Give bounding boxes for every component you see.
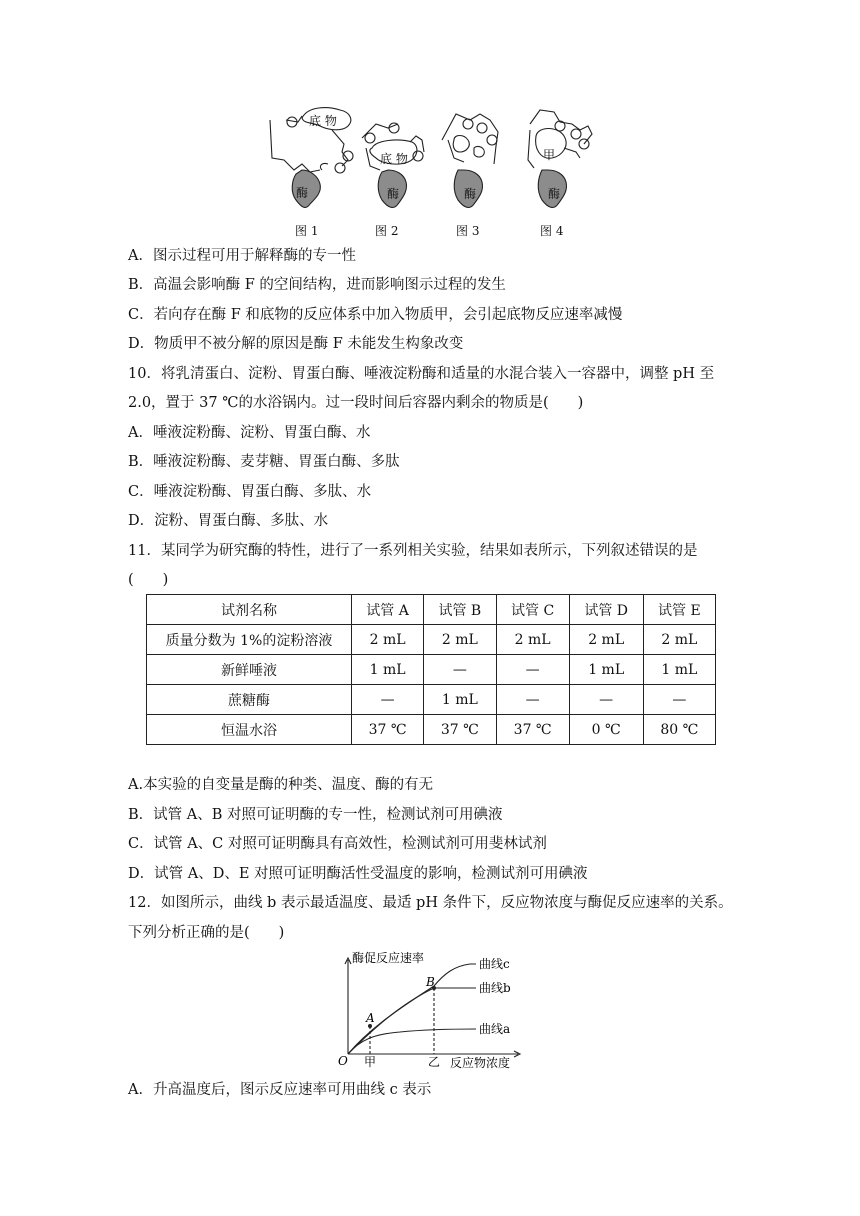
table-header-row bbox=[147, 595, 716, 625]
table-header-cell: 试剂名称 bbox=[147, 595, 352, 625]
q11-option-c: C．试管 A、C 对照可证明酶具有高效性，检测试剂可用斐林试剂 bbox=[128, 836, 547, 852]
table-cell: 80 ℃ bbox=[643, 715, 715, 745]
table-cell: 1 mL bbox=[569, 655, 643, 685]
table-cell: 质量分数为 1%的淀粉溶液 bbox=[147, 625, 352, 655]
q12-stem-line-1: 12．如图所示，曲线 b 表示最适温度、最适 pH 条件下，反应物浓度与酶促反应速率的关系。 bbox=[128, 895, 733, 911]
table-cell: 新鲜唾液 bbox=[147, 655, 352, 685]
figure-caption-3: 图 3 bbox=[456, 224, 480, 238]
x-axis-label: 反应物浓度 bbox=[450, 1056, 511, 1070]
q9-option-d: D．物质甲不被分解的原因是酶 F 未能发生构象改变 bbox=[128, 336, 464, 352]
figure-3-enzyme-label: 酶 bbox=[464, 187, 477, 201]
q12-chart bbox=[330, 948, 530, 1072]
figure-1-substrate-label: 底 物 bbox=[309, 114, 337, 128]
q12-stem-line-2: 下列分析正确的是( ) bbox=[128, 925, 285, 941]
curve-a bbox=[348, 1029, 476, 1054]
series-c-label: 曲线c bbox=[479, 957, 510, 971]
table-header-cell: 试管 E bbox=[643, 595, 715, 625]
table-cell: — bbox=[496, 685, 569, 715]
table-cell: 0 ℃ bbox=[569, 715, 643, 745]
q9-option-a: A．图示过程可用于解释酶的专一性 bbox=[128, 248, 356, 264]
table-cell: 37 ℃ bbox=[352, 715, 424, 745]
table-row bbox=[147, 715, 716, 745]
table-header-cell: 试管 B bbox=[424, 595, 496, 625]
figure-4-enzyme-label: 酶 bbox=[548, 187, 561, 201]
q12-option-a: A．升高温度后，图示反应速率可用曲线 c 表示 bbox=[128, 1082, 432, 1098]
table-cell: 2 mL bbox=[569, 625, 643, 655]
q10-option-d: D．淀粉、胃蛋白酶、多肽、水 bbox=[128, 513, 329, 529]
table-header-cell: 试管 C bbox=[496, 595, 569, 625]
figure-1-enzyme-label: 酶 bbox=[296, 186, 309, 200]
table-cell: — bbox=[352, 685, 424, 715]
figure-caption-2: 图 2 bbox=[375, 224, 399, 238]
table-row bbox=[147, 685, 716, 715]
q9-option-c: C．若向存在酶 F 和底物的反应体系中加入物质甲，会引起底物反应速率减慢 bbox=[128, 307, 623, 323]
table-cell: 2 mL bbox=[643, 625, 715, 655]
table-cell: 1 mL bbox=[643, 655, 715, 685]
table-cell: 1 mL bbox=[424, 685, 496, 715]
figure-caption-4: 图 4 bbox=[540, 224, 564, 238]
q11-option-b: B．试管 A、B 对照可证明酶的专一性，检测试剂可用碘液 bbox=[128, 807, 503, 823]
q11-option-d: D．试管 A、D、E 对照可证明酶活性受温度的影响，检测试剂可用碘液 bbox=[128, 866, 588, 882]
table-cell: 1 mL bbox=[352, 655, 424, 685]
figure-2-enzyme-label: 酶 bbox=[387, 187, 400, 201]
q9-option-b: B．高温会影响酶 F 的空间结构，进而影响图示过程的发生 bbox=[128, 277, 506, 293]
figure-2-substrate-label: 底 物 bbox=[380, 152, 408, 166]
table-header-cell: 试管 D bbox=[569, 595, 643, 625]
table-cell: 恒温水浴 bbox=[147, 715, 352, 745]
table-row bbox=[147, 655, 716, 685]
x-tick-yi: 乙 bbox=[428, 1055, 441, 1069]
table-cell: — bbox=[424, 655, 496, 685]
figure-4-jia-label: 甲 bbox=[543, 148, 556, 162]
table-cell: 2 mL bbox=[496, 625, 569, 655]
series-b-label: 曲线b bbox=[479, 981, 511, 995]
q10-stem-line-1: 10．将乳清蛋白、淀粉、胃蛋白酶、唾液淀粉酶和适量的水混合装入一容器中，调整 pH 至 bbox=[128, 366, 715, 382]
q10-stem-line-2: 2.0，置于 37 ℃的水浴锅内。过一段时间后容器内剩余的物质是( ) bbox=[128, 395, 584, 411]
y-axis-label: 酶促反应速率 bbox=[352, 951, 425, 965]
table-cell: — bbox=[496, 655, 569, 685]
series-a-label: 曲线a bbox=[479, 1022, 511, 1036]
origin-label: O bbox=[338, 1054, 348, 1068]
q11-stem-line-2: ( ) bbox=[128, 572, 169, 588]
table-cell: 2 mL bbox=[352, 625, 424, 655]
curve-c bbox=[348, 964, 476, 1054]
table-cell: 蔗糖酶 bbox=[147, 685, 352, 715]
q11-table bbox=[146, 594, 716, 745]
table-header-cell: 试管 A bbox=[352, 595, 424, 625]
table-cell: — bbox=[569, 685, 643, 715]
table-cell: 37 ℃ bbox=[496, 715, 569, 745]
point-b-label: B bbox=[426, 975, 435, 989]
q11-stem-line-1: 11．某同学为研究酶的特性，进行了一系列相关实验，结果如表所示，下列叙述错误的是 bbox=[128, 543, 698, 559]
q10-option-c: C．唾液淀粉酶、胃蛋白酶、多肽、水 bbox=[128, 484, 372, 500]
q10-option-b: B．唾液淀粉酶、麦芽糖、胃蛋白酶、多肽 bbox=[128, 454, 400, 470]
point-a-label: A bbox=[366, 1011, 375, 1025]
q10-option-a: A．唾液淀粉酶、淀粉、胃蛋白酶、水 bbox=[128, 425, 371, 441]
table-cell: 2 mL bbox=[424, 625, 496, 655]
x-tick-jia: 甲 bbox=[364, 1055, 377, 1069]
table-cell: — bbox=[643, 685, 715, 715]
figure-caption-1: 图 1 bbox=[295, 224, 319, 238]
q11-option-a: A.本实验的自变量是酶的种类、温度、酶的有无 bbox=[128, 777, 434, 793]
table-cell: 37 ℃ bbox=[424, 715, 496, 745]
table-row bbox=[147, 625, 716, 655]
